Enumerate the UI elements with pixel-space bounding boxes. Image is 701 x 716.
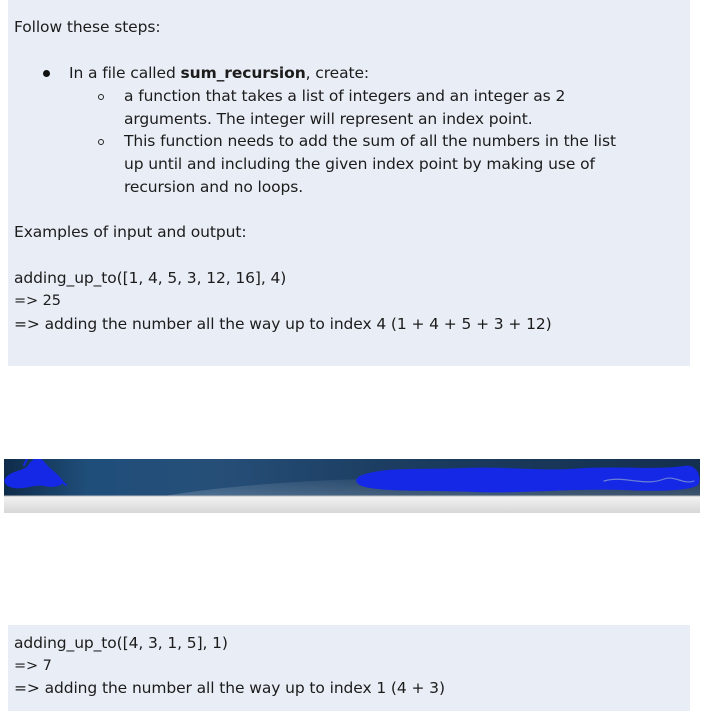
example-2-panel (8, 625, 690, 711)
example-2-call: adding_up_to([4, 3, 1, 5], 1) (14, 634, 228, 652)
sub-item-1-line-1: a function that takes a list of integers and an integer as 2 (124, 87, 566, 105)
bullet-text (69, 62, 369, 84)
example-2-explanation: => adding the number all the way up to index 1 (4 + 3) (14, 679, 445, 697)
redacted-banner-image (4, 459, 700, 513)
sub-item-2-line-2: up until and including the given index point by making use of (124, 155, 595, 173)
right-scribble (357, 467, 698, 492)
bullet-prefix: In a file called (69, 64, 181, 82)
sub-item-1-line-2: arguments. The integer will represent an index point. (124, 110, 533, 128)
bullet-suffix: , create: (305, 64, 370, 82)
filename: sum_recursion (180, 64, 306, 82)
sub-item-2-line-1: This function needs to add the sum of all the numbers in the list (124, 132, 616, 150)
intro-text: Follow these steps: (14, 18, 161, 36)
sub-item-2-line-3: recursion and no loops. (124, 178, 304, 196)
sub-bullet-circle (98, 94, 104, 100)
bullet-dot (43, 70, 50, 77)
example-1-explanation: => adding the number all the way up to index 4 (1 + 4 + 5 + 3 + 12) (14, 315, 552, 333)
sub-bullet-circle (98, 139, 104, 145)
examples-heading: Examples of input and output: (14, 223, 247, 241)
instructions-panel (8, 0, 690, 366)
example-2-result: => 7 (14, 658, 52, 674)
example-1-call: adding_up_to([1, 4, 5, 3, 12, 16], 4) (14, 269, 287, 287)
example-1-result: => 25 (14, 293, 61, 309)
